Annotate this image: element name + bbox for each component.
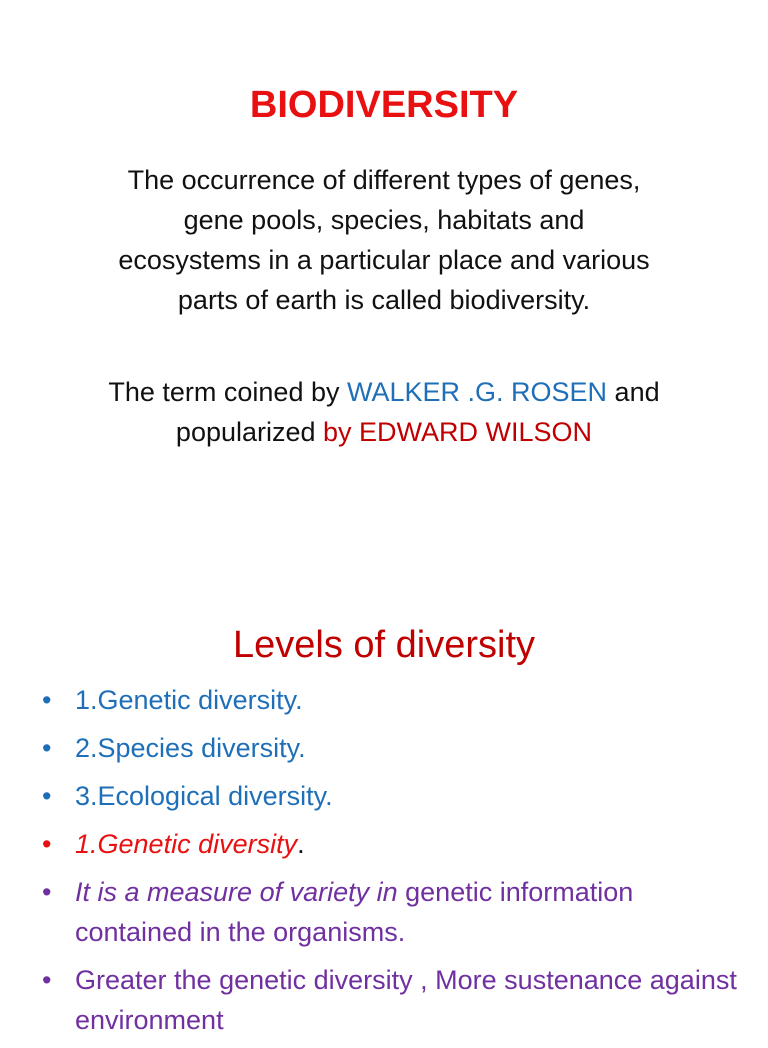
list-item-text: Greater the genetic diversity , More sustenance against environment <box>75 965 737 1035</box>
bullet-icon: • <box>42 877 52 907</box>
term-origin-text <box>100 372 668 452</box>
popularizer-name: by EDWARD WILSON <box>323 417 593 447</box>
bullet-icon: • <box>42 829 52 859</box>
bullet-icon: • <box>42 965 52 995</box>
list-item-text: 3.Ecological diversity. <box>75 781 333 811</box>
list-item <box>40 824 740 864</box>
list-item <box>40 680 740 720</box>
list-item-text: 1.Genetic diversity <box>75 829 298 859</box>
list-item-italic: It is a measure of variety in <box>75 877 406 907</box>
term-mid: and popularized <box>175 377 660 447</box>
section-heading: Levels of diversity <box>232 624 535 666</box>
bullet-icon: • <box>42 733 52 763</box>
list-item <box>40 728 740 768</box>
coiner-name: WALKER .G. ROSEN <box>347 377 608 407</box>
levels-list <box>40 680 740 1048</box>
list-item-text: genetic information contained in the organisms. <box>75 877 634 947</box>
list-item-text: 1.Genetic diversity. <box>75 685 303 715</box>
list-item <box>40 872 740 952</box>
term-prefix: The term coined by <box>108 377 347 407</box>
slide-title: BIODIVERSITY <box>249 84 519 126</box>
definition-text: The occurrence of different types of genes, gene pools, species, habitats and ecosystems in a particular place and various parts of earth is called biodiversity. <box>118 165 650 315</box>
bullet-icon: • <box>42 685 52 715</box>
slide-levels-of-diversity <box>0 580 768 1035</box>
list-item-text: 2.Species diversity. <box>75 733 306 763</box>
bullet-icon: • <box>42 781 52 811</box>
list-item-suffix: . <box>297 829 305 859</box>
list-item <box>40 960 740 1040</box>
list-item <box>40 776 740 816</box>
